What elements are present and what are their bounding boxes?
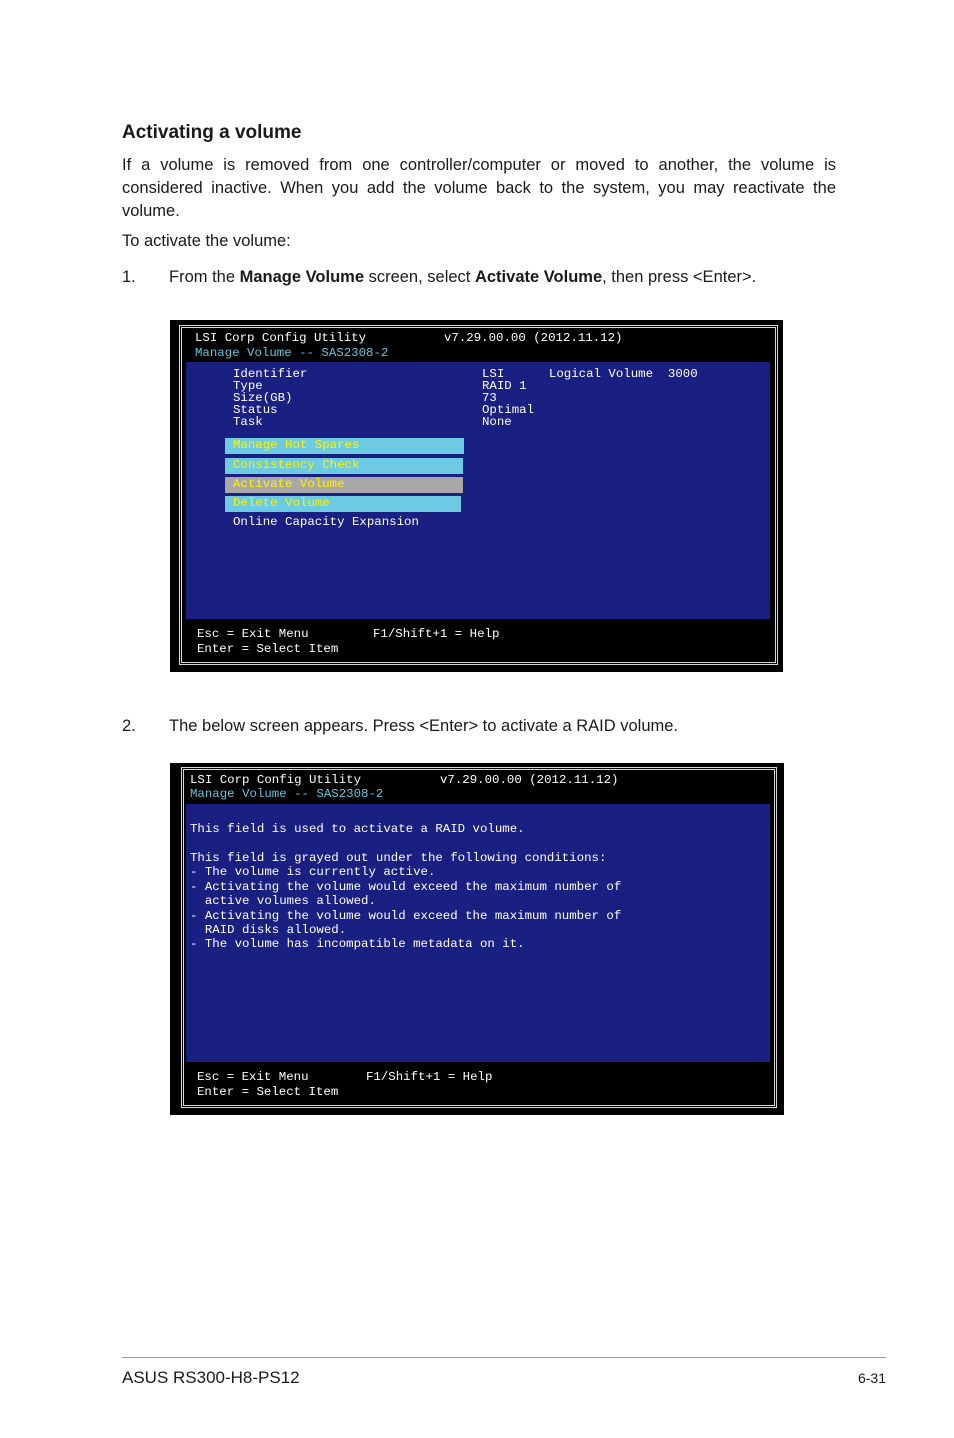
field-label-status: Status (233, 403, 278, 417)
field-value-size: 73 (482, 391, 497, 405)
footer-help-hint: F1/Shift+1 = Help (373, 627, 500, 641)
screen-subtitle: Manage Volume -- SAS2308-2 (190, 787, 384, 801)
utility-version: v7.29.00.00 (2012.11.12) (440, 773, 619, 787)
content-panel (186, 362, 770, 619)
step-number: 2. (122, 717, 136, 735)
footer-page-number: 6-31 (857, 1370, 886, 1386)
help-line: - The volume is currently active. (190, 865, 436, 879)
field-label-task: Task (233, 415, 263, 429)
help-line: - Activating the volume would exceed the maximum number of (190, 909, 622, 923)
menu-delete-volume[interactable]: Delete Volume (225, 496, 461, 512)
field-value-status: Optimal (482, 403, 535, 417)
footer-enter-hint: Enter = Select Item (197, 642, 339, 656)
utility-title: LSI Corp Config Utility (195, 331, 367, 345)
field-label-type: Type (233, 379, 263, 393)
help-line: This field is grayed out under the following conditions: (190, 851, 607, 865)
menu-online-capacity-expansion[interactable]: Online Capacity Expansion (233, 515, 419, 529)
menu-manage-hot-spares[interactable]: Manage Hot Spares (225, 438, 464, 454)
help-line: active volumes allowed. (190, 894, 376, 908)
utility-version: v7.29.00.00 (2012.11.12) (444, 331, 623, 345)
section-heading: Activating a volume (122, 122, 302, 143)
lead-paragraph: To activate the volume: (122, 232, 291, 250)
help-line: - The volume has incompatible metadata on it. (190, 937, 525, 951)
field-value-type: RAID 1 (482, 379, 527, 393)
help-line: This field is used to activate a RAID volume. (190, 822, 525, 836)
menu-consistency-check[interactable]: Consistency Check (225, 458, 463, 474)
step-text: The below screen appears. Press <Enter> to activate a RAID volume. (169, 717, 679, 735)
step-text: From the Manage Volume screen, select Activate Volume, then press <Enter>. (169, 268, 757, 286)
footer-esc-hint: Esc = Exit Menu (197, 1070, 309, 1084)
utility-title: LSI Corp Config Utility (190, 773, 362, 787)
footer-enter-hint: Enter = Select Item (197, 1085, 339, 1099)
menu-activate-volume[interactable]: Activate Volume (225, 477, 463, 493)
footer-help-hint: F1/Shift+1 = Help (366, 1070, 493, 1084)
field-value-identifier: LSI Logical Volume 3000 (482, 367, 698, 381)
screen-subtitle: Manage Volume -- SAS2308-2 (195, 346, 389, 360)
content-panel (186, 804, 770, 1062)
bios-screen-manage-volume (170, 320, 783, 672)
field-value-task: None (482, 415, 512, 429)
footer-model: ASUS RS300-H8-PS12 (122, 1368, 300, 1387)
intro-paragraph: If a volume is removed from one controller/computer or moved to another, the volume is considered inactive. When you add the volume back to the system, you may reactivate the volume. (122, 156, 836, 220)
help-line: RAID disks allowed. (190, 923, 347, 937)
field-label-identifier: Identifier (233, 367, 308, 381)
footer-divider (122, 1357, 886, 1358)
help-line: - Activating the volume would exceed the maximum number of (190, 880, 622, 894)
field-label-size: Size(GB) (233, 391, 293, 405)
step-number: 1. (122, 268, 136, 286)
bios-screen-activate-help (170, 763, 784, 1115)
footer-esc-hint: Esc = Exit Menu (197, 627, 309, 641)
